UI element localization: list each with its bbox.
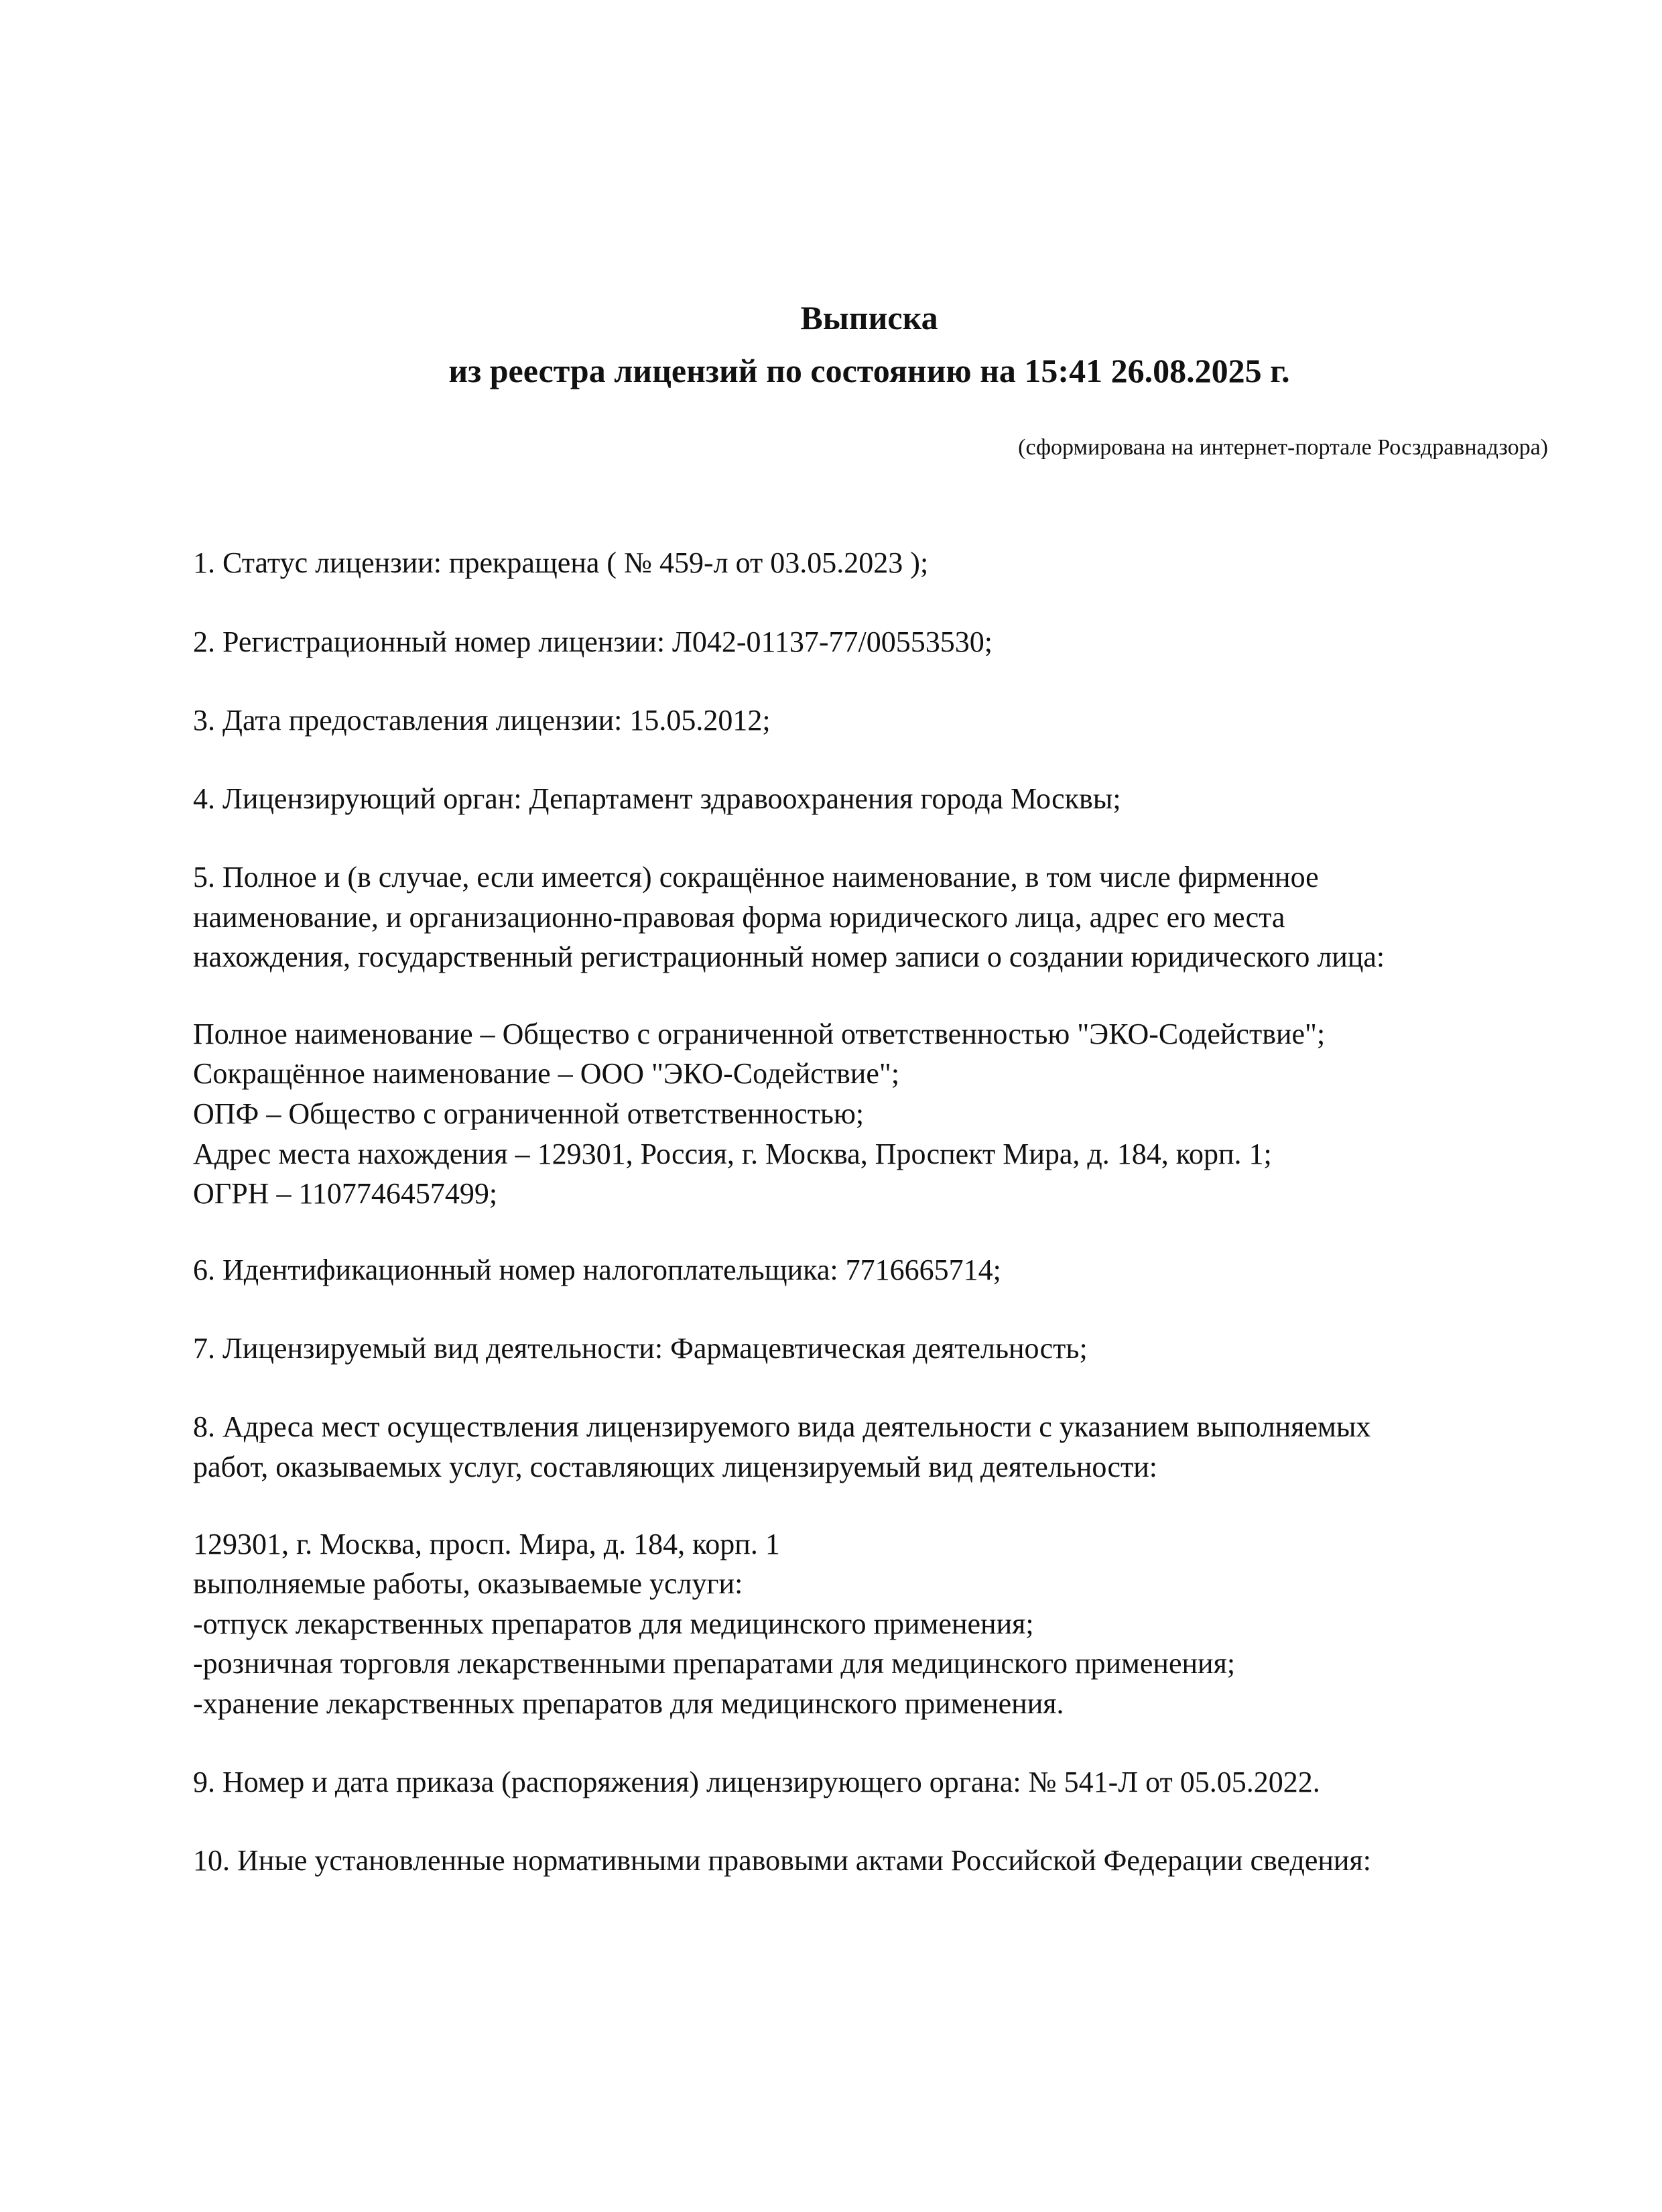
org-address: Адрес места нахождения – 129301, Россия, г. Москва, Проспект Мира, д. 184, корп. 1; xyxy=(193,1138,1272,1170)
org-ogrn: ОГРН – 1107746457499; xyxy=(193,1177,498,1210)
item5-line: наименование, и организационно-правовая форма юридического лица, адрес его места xyxy=(193,901,1285,934)
place-address: 129301, г. Москва, просп. Мира, д. 184, корп. 1 xyxy=(193,1528,780,1560)
org-short-name: Сокращённое наименование – ООО "ЭКО-Содействие"; xyxy=(193,1057,900,1090)
document-title: Выписка xyxy=(800,299,938,336)
place-service-item: -розничная торговля лекарственными препаратами для медицинского применения; xyxy=(193,1647,1236,1680)
item5-line: нахождения, государственный регистрационный номер записи о создании юридического лица: xyxy=(193,940,1385,973)
item-licensing-authority: 4. Лицензирующий орган: Департамент здравоохранения города Москвы; xyxy=(193,782,1121,815)
org-full-name: Полное наименование – Общество с ограниченной ответственностью "ЭКО-Содействие"; xyxy=(193,1018,1326,1050)
place-services-heading: выполняемые работы, оказываемые услуги: xyxy=(193,1567,743,1600)
item-activity-type: 7. Лицензируемый вид деятельности: Фармацевтическая деятельность; xyxy=(193,1332,1088,1365)
item-other-info: 10. Иные установленные нормативными правовыми актами Российской Федерации сведения: xyxy=(193,1844,1371,1877)
item5-line: 5. Полное и (в случае, если имеется) сокращённое наименование, в том числе фирменное xyxy=(193,861,1319,894)
item-license-status: 1. Статус лицензии: прекращена ( № 459-л от 03.05.2023 ); xyxy=(193,546,929,579)
org-legal-form: ОПФ – Общество с ограниченной ответственностью; xyxy=(193,1097,865,1130)
item-issue-date: 3. Дата предоставления лицензии: 15.05.2012; xyxy=(193,704,771,737)
place-service-item: -отпуск лекарственных препаратов для медицинского применения; xyxy=(193,1607,1034,1640)
item-registration-number: 2. Регистрационный номер лицензии: Л042-01137-77/00553530; xyxy=(193,625,993,658)
item-order-number-date: 9. Номер и дата приказа (распоряжения) лицензирующего органа: № 541-Л от 05.05.2022. xyxy=(193,1766,1320,1798)
source-note: (сформирована на интернет-портале Росздравнадзора) xyxy=(1018,435,1548,460)
place-service-item: -хранение лекарственных препаратов для медицинского применения. xyxy=(193,1687,1064,1720)
item8-line: 8. Адреса мест осуществления лицензируемого вида деятельности с указанием выполняемых xyxy=(193,1410,1371,1443)
item8-line: работ, оказываемых услуг, составляющих лицензируемый вид деятельности: xyxy=(193,1451,1158,1483)
item-inn: 6. Идентификационный номер налогоплательщика: 7716665714; xyxy=(193,1253,1001,1286)
document-subtitle: из реестра лицензий по состоянию на 15:41 26.08.2025 г. xyxy=(448,352,1290,389)
